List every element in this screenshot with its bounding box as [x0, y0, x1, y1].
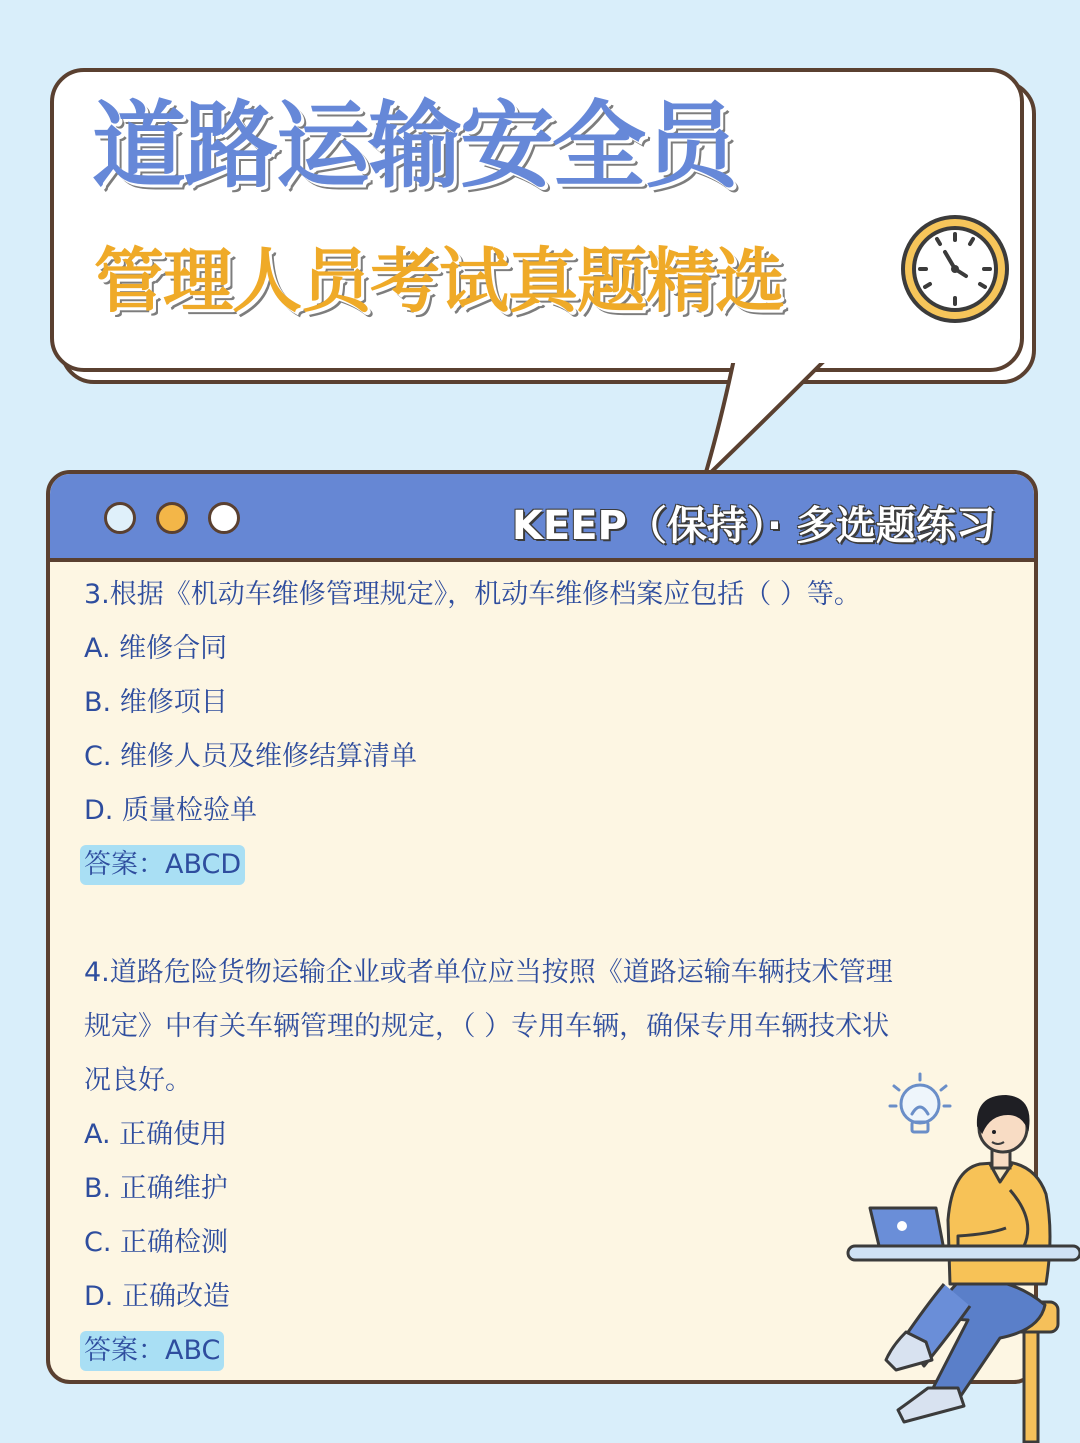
option-a: A. 维修合同 [84, 633, 228, 664]
option-d: D. 质量检验单 [84, 795, 257, 826]
card-header-title: KEEP（保持）· 多选题练习 [511, 503, 996, 549]
question-spacer [84, 892, 1014, 946]
question-text-line-1: 4.道路危险货物运输企业或者单位应当按照《道路运输车辆技术管理 [84, 957, 893, 988]
option-d: D. 正确改造 [84, 1281, 230, 1312]
question-text-line-2: 规定》中有关车辆管理的规定，（ ）专用车辆，确保专用车辆技术状 [84, 1011, 890, 1042]
speech-bubble-tail [690, 355, 840, 485]
window-dot-blue [104, 502, 136, 534]
answer-label: 答案：ABC [80, 1331, 224, 1371]
option-b: B. 维修项目 [84, 687, 228, 718]
person-with-laptop-illustration [840, 1070, 1080, 1443]
question-text: 3.根据《机动车维修管理规定》，机动车维修档案应包括（ ）等。 [84, 579, 861, 610]
page-title: 道路运输安全员 [92, 92, 737, 201]
window-dot-white [208, 502, 240, 534]
question-text-line-3: 况良好。 [84, 1065, 192, 1096]
lightbulb-icon [890, 1074, 950, 1132]
option-a: A. 正确使用 [84, 1119, 228, 1150]
question-3 [84, 568, 1014, 892]
option-c: C. 正确检测 [84, 1227, 229, 1258]
option-b: B. 正确维护 [84, 1173, 228, 1204]
card-header [50, 474, 1034, 562]
window-dot-orange [156, 502, 188, 534]
answer-label: 答案：ABCD [80, 845, 245, 885]
option-c: C. 维修人员及维修结算清单 [84, 741, 418, 772]
page-subtitle: 管理人员考试真题精选 [94, 240, 784, 322]
clock-icon [898, 212, 1012, 326]
